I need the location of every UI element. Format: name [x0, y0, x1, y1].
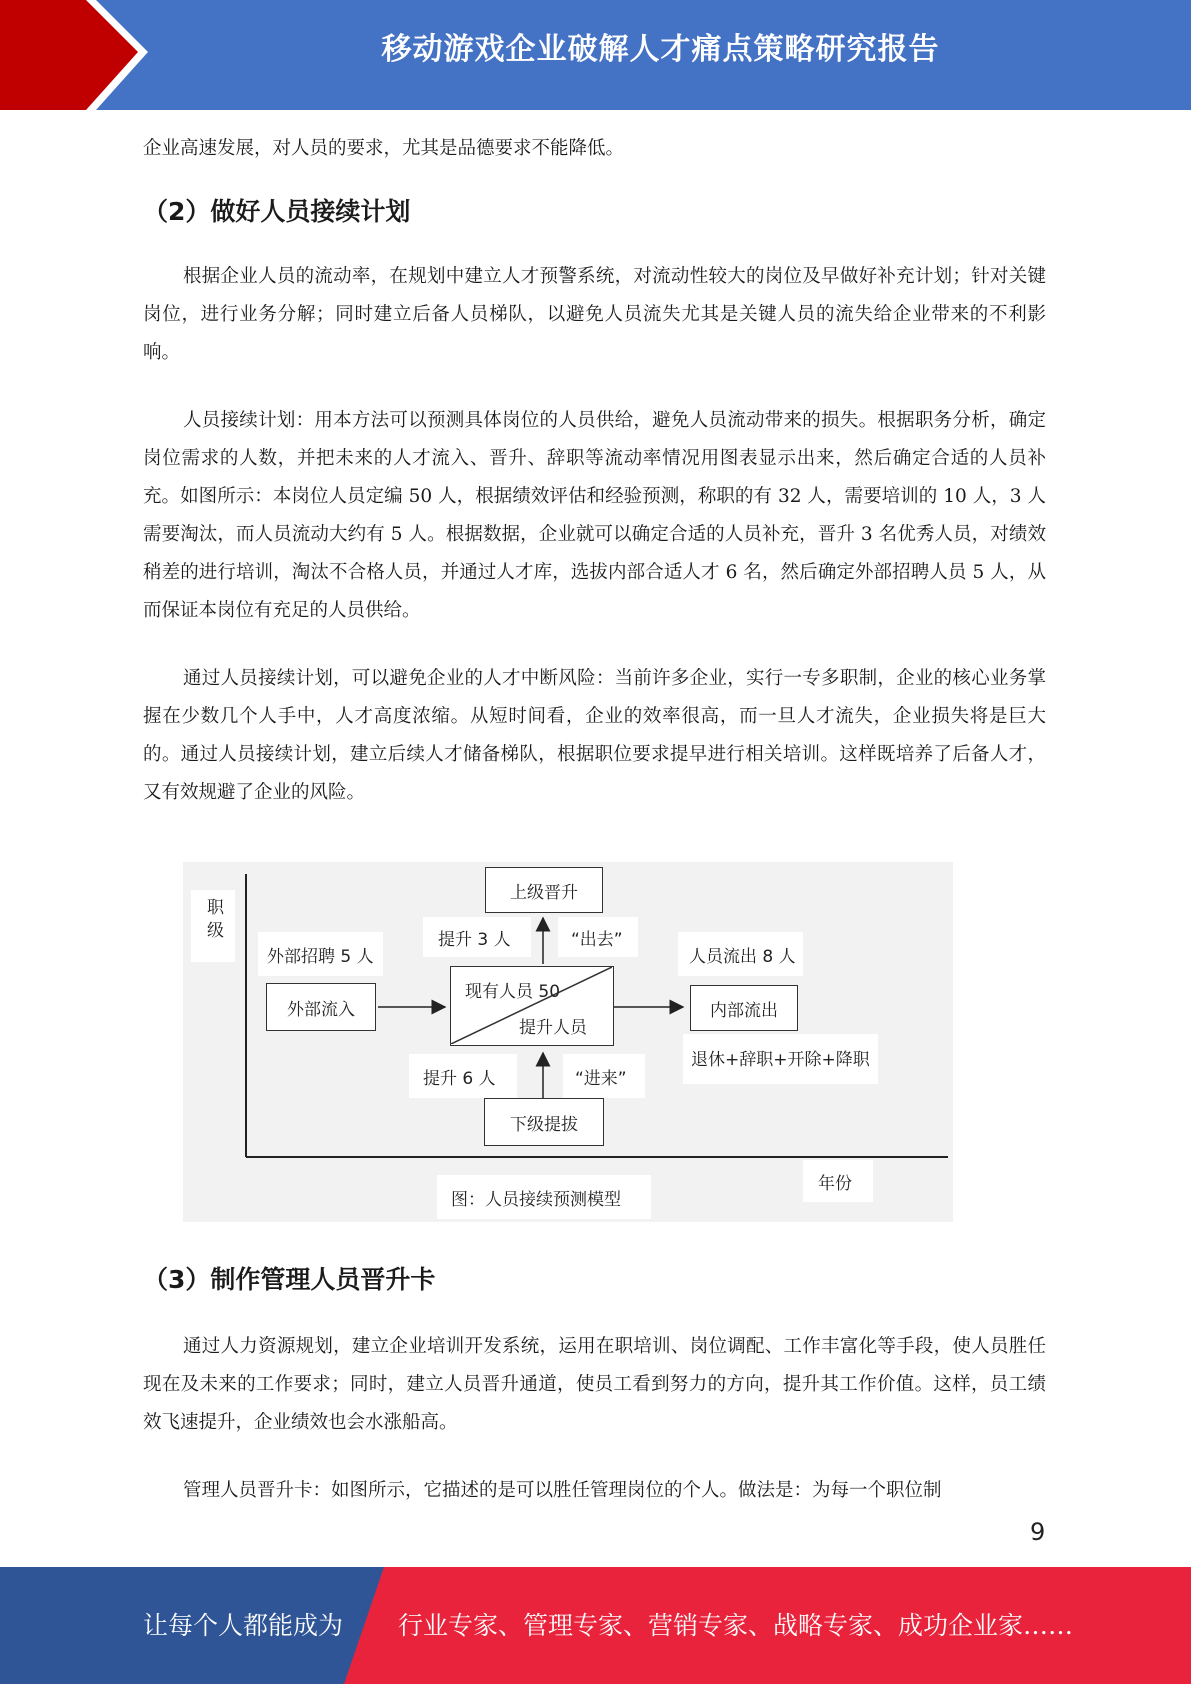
- diagram-caption: 图：人员接续预测模型: [451, 1190, 621, 1210]
- section2-heading: （2）做好人员接续计划: [143, 197, 411, 226]
- section3-para-1: 通过人力资源规划，建立企业培训开发系统，运用在职培训、岗位调配、工作丰富化等手段，使人员胜任现在及未来的工作要求；同时，建立人员晋升通道，使员工看到努力的方向，提升其工作价值。这样，员工绩效飞速提升，企业绩效也会水涨船高。: [143, 1336, 1046, 1433]
- page-footer: [0, 1567, 1191, 1684]
- footer-slogan-left: 让每个人都能成为: [143, 1611, 344, 1640]
- intro-line: 企业高速发展，对人员的要求，尤其是品德要求不能降低。: [143, 138, 625, 159]
- page-header: [0, 0, 1191, 110]
- current-staff-box: [450, 966, 614, 1046]
- page-number: 9: [1030, 1518, 1046, 1546]
- section3-heading: （3）制作管理人员晋升卡: [143, 1265, 436, 1294]
- footer-slogan-right: 行业专家、管理专家、营销专家、战略专家、成功企业家……: [398, 1611, 1074, 1640]
- external-recruit-label: 外部招聘 5 人: [267, 947, 374, 967]
- promoted-staff-label: 提升人员: [519, 1018, 587, 1038]
- coming-in-label: “进来”: [575, 1069, 627, 1089]
- succession-model-diagram: [183, 862, 953, 1222]
- promote-up-label: 提升 3 人: [438, 930, 511, 950]
- section3-content: [143, 1262, 1046, 1510]
- section3-para-2: 管理人员晋升卡：如图所示，它描述的是可以胜任管理岗位的个人。做法是：为每一个职位制: [183, 1480, 942, 1501]
- report-title: 移动游戏企业破解人才痛点策略研究报告: [381, 32, 940, 67]
- external-inflow-box: 外部流入: [266, 983, 376, 1031]
- x-axis-label: 年份: [818, 1174, 852, 1194]
- section2-para-3: 通过人员接续计划，可以避免企业的人才中断风险：当前许多企业，实行一专多职制，企业的核心业务掌握在少数几个人手中，人才高度浓缩。从短时间看，企业的效率很高，而一旦人才流失，企业损失将是巨大的。通过人员接续计划，建立后续人才储备梯队，根据职位要求提早进行相关培训。这样既培养了后备人才，又有效规避了企业的风险。: [143, 668, 1046, 803]
- main-content: [143, 130, 1046, 812]
- section2-para-1: 根据企业人员的流动率，在规划中建立人才预警系统，对流动性较大的岗位及早做好补充计划；针对关键岗位，进行业务分解；同时建立后备人员梯队，以避免人员流失尤其是关键人员的流失给企业带来的不利影响。: [143, 266, 1046, 363]
- going-out-label: “出去”: [571, 930, 623, 950]
- lower-promotion-box: 下级提拔: [484, 1098, 604, 1146]
- section2-para-2: 人员接续计划：用本方法可以预测具体岗位的人员供给，避免人员流动带来的损失。根据职务分析，确定岗位需求的人数，并把未来的人才流入、晋升、辞职等流动率情况用图表显示出来，然后确定合适的人员补充。如图所示：本岗位人员定编 50 人，根据绩效评估和经验预测，称职的有 32 人，需要培训的 10 人，3 人需要淘汰，而人员流动大约有 5 人。根据数据，企业就可以确定合适的人员补充，晋升 3 名优秀人员，对绩效稍差的进行培训，淘汰不合格人员，并通过人才库，选拔内部合适人才 6 名，然后确定外部招聘人员 5 人，从而保证本岗位有充足的人员供给。: [143, 410, 1046, 621]
- current-staff-label: 现有人员 50: [465, 982, 561, 1002]
- header-arrow-graphic: [0, 0, 160, 110]
- promote-from-below-label: 提升 6 人: [423, 1069, 496, 1089]
- upper-promotion-box: 上级晋升: [485, 867, 603, 913]
- outflow-detail-label: 退休+辞职+开除+降职: [691, 1050, 870, 1070]
- y-axis-label: 职级: [203, 898, 223, 944]
- outflow-count-label: 人员流出 8 人: [689, 947, 796, 967]
- internal-outflow-box: 内部流出: [690, 985, 798, 1031]
